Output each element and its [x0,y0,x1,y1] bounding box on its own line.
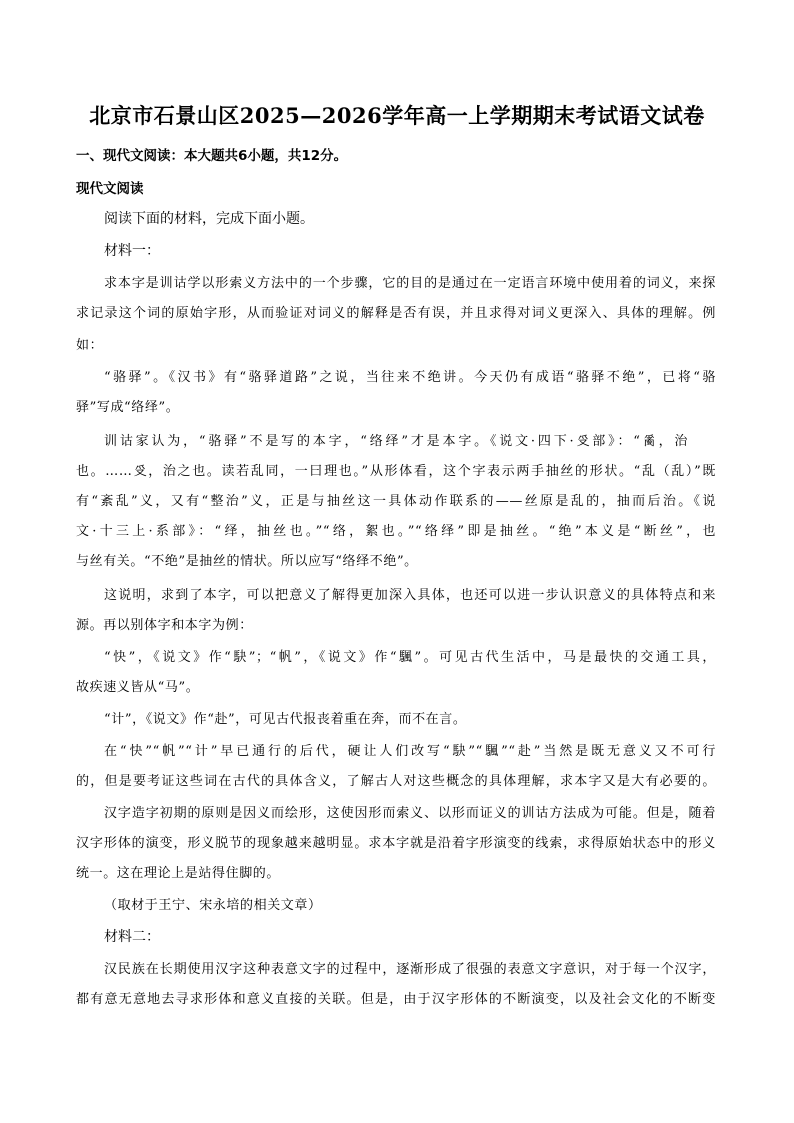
paragraph-line: 故疾速义皆从“马”。 [76,680,200,695]
material-2-label: 材料二： [104,929,160,945]
paragraph-line: “骆驿”。《汉书》有“骆驿道路”之说，当往来不绝讲。今天仍有成语“骆驿不绝”，已将“骆 [104,370,716,385]
paragraph-line: “计”，《说文》作“赴”，可见古代报丧着重在奔，而不在言。 [104,712,467,727]
exam-title: 北京市石景山区2025—2026学年高一上学期期末考试语文试卷 [89,103,705,128]
paragraph-line: 这说明，求到了本字，可以把意义了解得更加深入具体，也还可以进一步认识意义的具体特点和来 [104,588,716,603]
subsection-heading: 现代文阅读 [76,181,144,197]
paragraph-line: “快”，《说文》作“駃”；“帆”，《说文》作“颿”。可见古代生活中，马是最快的交通工具， [104,650,716,665]
paragraph-line: 如： [76,338,104,353]
paragraph-line: 求记录这个词的原始字形，从而验证对词义的解释是否有误，并且求得对词义更深入、具体的理解。例 [76,306,716,321]
paragraph-line: 驿”写成“络绎”。 [76,400,180,415]
instruction-text: 阅读下面的材料，完成下面小题。 [104,211,314,227]
paragraph-line: 在“快”“帆”“计”早已通行的后代，硬让人们改写“駃”“颿”“赴”当然是既无意义又不可行 [104,744,716,759]
paragraph-line: 文·十三上·系部》：“绎，抽丝也。”“络，絮也。”“络绎”即是抽丝。“绝”本义是“断丝”，也 [76,524,716,539]
paragraph-line: 源。再以别体字和本字为例： [76,618,253,633]
paragraph-line: 训诂家认为，“骆驿”不是写的本字，“络绎”才是本字。《说文·四下·𠬪部》：“𤔔，治 [104,434,688,449]
paragraph-line: 统一。这在理论上是站得住脚的。 [76,866,281,881]
paragraph-line: 求本字是训诂学以形索义方法中的一个步骤，它的目的是通过在一定语言环境中使用着的词义，来探 [104,276,716,291]
material-1-label: 材料一： [104,243,160,259]
section-heading: 一、现代文阅读：本大题共6小题，共12分。 [76,148,348,164]
paragraph-line: 有“紊乱”义，又有“整治”义，正是与抽丝这一具体动作联系的——丝原是乱的，抽而后治。《说 [76,494,716,509]
paragraph-line: 汉字造字初期的原则是因义而绘形，这使因形而索义、以形而证义的训诂方法成为可能。但是，随着 [104,806,716,821]
paragraph-line: 与丝有关。“不绝”是抽丝的情状。所以应写“络绎不绝”。 [76,554,418,569]
paragraph-line: 的，但是要考证这些词在古代的具体含义，了解古人对这些概念的具体理解，求本字又是大有必要的。 [76,774,716,789]
paragraph-line: 都有意无意地去寻求形体和意义直接的关联。但是，由于汉字形体的不断演变，以及社会文化的不断变 [76,992,716,1007]
source-note: （取材于王宁、宋永培的相关文章） [104,898,322,913]
paragraph-line: 汉字形体的演变，形义脱节的现象越来越明显。求本字就是沿着字形演变的线索，求得原始状态中的形义 [76,836,716,851]
paragraph-line: 也。……𠬪，治之也。读若乱同，一曰理也。”从形体看，这个字表示两手抽丝的形状。“乱（乱）”既 [76,464,716,479]
paragraph-line: 汉民族在长期使用汉字这种表意文字的过程中，逐渐形成了很强的表意文字意识，对于每一个汉字， [104,962,716,977]
